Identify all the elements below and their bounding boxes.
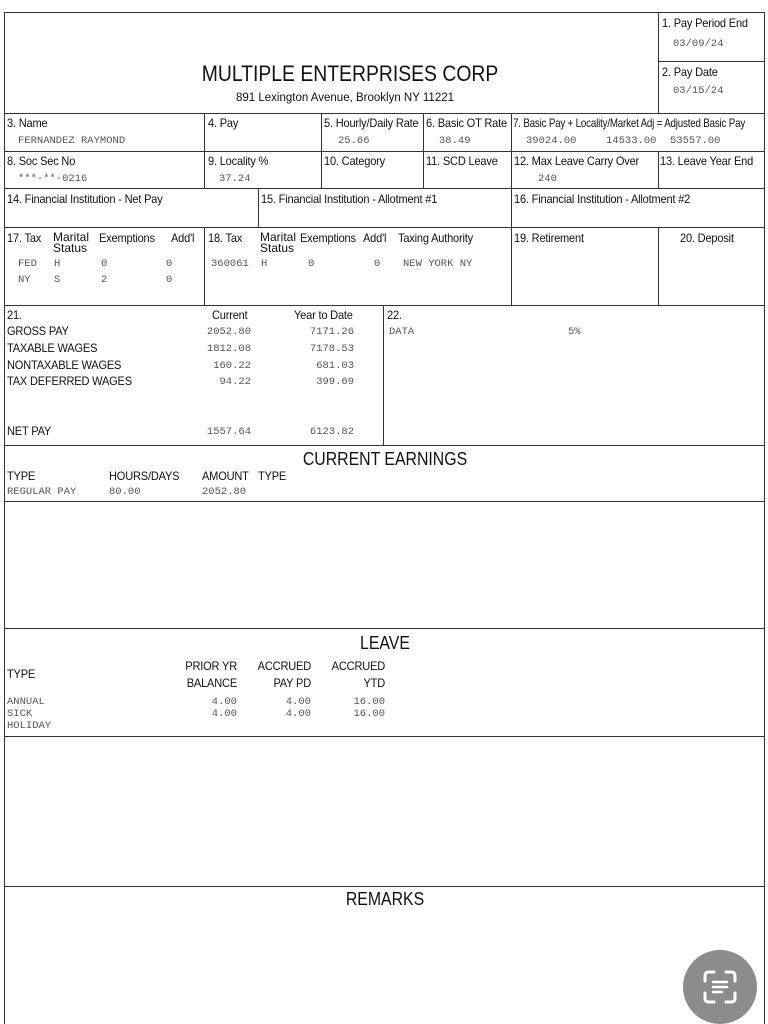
hourly-rate-value: 25.66 — [338, 135, 370, 147]
tax18-addl-value: 0 — [374, 258, 381, 270]
tax17-marital-label: Marital — [53, 230, 90, 244]
leave-accrued-pd-label: PAY PD — [273, 676, 311, 690]
name-value: FERNANDEZ RAYMOND — [18, 135, 126, 147]
leave-row-prior: 4.00 — [211, 696, 237, 708]
ot-rate-label: 6. Basic OT Rate — [426, 116, 507, 130]
name-label: 3. Name — [7, 116, 48, 130]
max-leave-label: 12. Max Leave Carry Over — [514, 154, 640, 168]
tax18-tax-value: 360061 — [211, 258, 249, 270]
tax17-row-tax: FED — [18, 258, 37, 270]
pay-row-label: TAXABLE WAGES — [7, 341, 98, 355]
leave-row-pd: 4.00 — [285, 696, 311, 708]
tax17-row-status: S — [54, 274, 61, 286]
leave-title: LEAVE — [360, 633, 410, 653]
tax17-row-exemptions: 0 — [101, 258, 108, 270]
divider — [383, 305, 384, 445]
divider — [658, 61, 764, 62]
divider — [5, 628, 764, 629]
leave-accrued-ytd-label: ACCRUED — [331, 659, 385, 673]
tax18-exemptions-value: 0 — [308, 258, 315, 270]
data-value: 5% — [568, 326, 581, 338]
pay-row-current: 1812.08 — [206, 343, 251, 355]
remarks-title: REMARKS — [345, 889, 425, 909]
scd-leave-label: 11. SCD Leave — [426, 154, 498, 168]
basic-pay-value: 39024.00 — [526, 135, 577, 147]
net-pay-label: NET PAY — [7, 424, 52, 438]
tax17-label: 17. Tax — [7, 231, 42, 245]
divider — [5, 113, 764, 114]
divider — [5, 445, 764, 446]
tax17-status-label: Status — [53, 241, 88, 255]
pay-period-end-value: 03/09/24 — [673, 38, 724, 50]
retirement-label: 19. Retirement — [514, 231, 584, 245]
tax18-marital-label: Marital — [260, 230, 297, 244]
box22-label: 22. — [387, 308, 402, 322]
locality-value: 37.24 — [219, 173, 251, 185]
divider — [5, 736, 764, 737]
fin-inst-net-pay-label: 14. Financial Institution - Net Pay — [7, 192, 163, 206]
max-leave-value: 240 — [538, 173, 557, 185]
pay-row-ytd: 681.03 — [316, 360, 354, 372]
pay-statement-form — [4, 12, 765, 1024]
pay-row-label: NONTAXABLE WAGES — [7, 358, 122, 372]
divider — [321, 113, 322, 188]
divider — [5, 886, 764, 887]
tax17-row-addl: 0 — [166, 258, 173, 270]
earnings-hours-label: HOURS/DAYS — [109, 469, 180, 483]
category-label: 10. Category — [324, 154, 386, 168]
current-earnings-title: CURRENT EARNINGS — [302, 449, 468, 469]
earnings-type-label: TYPE — [7, 469, 36, 483]
divider — [204, 113, 205, 188]
tax18-status-value: H — [261, 258, 268, 270]
divider — [658, 151, 659, 188]
divider — [5, 188, 764, 189]
fin-inst-allotment1-label: 15. Financial Institution - Allotment #1 — [261, 192, 438, 206]
divider — [423, 113, 424, 188]
document-scan-icon — [701, 968, 739, 1006]
leave-row-type: ANNUAL — [7, 696, 45, 708]
earnings-row-type: REGULAR PAY — [7, 486, 77, 498]
tax18-label: 18. Tax — [208, 231, 243, 245]
divider — [5, 305, 764, 306]
pay-date-value: 03/15/24 — [673, 85, 724, 97]
divider — [511, 113, 512, 305]
leave-row-ytd: 16.00 — [353, 696, 385, 708]
leave-type-label: TYPE — [7, 667, 36, 681]
hourly-rate-label: 5. Hourly/Daily Rate — [324, 116, 419, 130]
tax17-row-status: H — [54, 258, 61, 270]
divider — [5, 227, 764, 228]
pay-summary-label: 21. — [7, 308, 22, 322]
current-label: Current — [212, 308, 248, 322]
net-pay-current: 1557.64 — [206, 426, 251, 438]
deposit-label: 20. Deposit — [680, 231, 734, 245]
divider — [5, 151, 764, 152]
leave-prior-label: BALANCE — [186, 676, 237, 690]
earnings-row-hours: 80.00 — [109, 486, 141, 498]
pay-row-label: GROSS PAY — [7, 324, 69, 338]
locality-label: 9. Locality % — [208, 154, 269, 168]
adjusted-pay-value: 53557.00 — [670, 135, 721, 147]
divider — [658, 13, 659, 113]
tax18-exemptions-label: Exemptions — [300, 231, 356, 245]
leave-year-end-label: 13. Leave Year End — [660, 154, 754, 168]
pay-period-end-label: 1. Pay Period End — [662, 16, 748, 30]
tax17-row-exemptions: 2 — [101, 274, 108, 286]
data-label: DATA — [389, 326, 415, 338]
tax18-addl-label: Add'l — [363, 231, 387, 245]
earnings-type2-label: TYPE — [258, 469, 287, 483]
leave-row-pd: 4.00 — [285, 708, 311, 720]
ssn-value: ***-**-0216 — [18, 173, 88, 185]
leave-row-prior: 4.00 — [211, 708, 237, 720]
pay-date-label: 2. Pay Date — [662, 65, 718, 79]
divider — [658, 227, 659, 305]
locality-adj-value: 14533.00 — [606, 135, 657, 147]
fin-inst-allotment2-label: 16. Financial Institution - Allotment #2 — [514, 192, 691, 206]
tax17-row-tax: NY — [18, 274, 31, 286]
divider — [204, 227, 205, 305]
ssn-label: 8. Soc Sec No — [7, 154, 76, 168]
basic-pay-label: 7. Basic Pay + Locality/Market Adj = Adjusted Basic Pay — [513, 116, 746, 130]
pay-row-label: TAX DEFERRED WAGES — [7, 374, 132, 388]
leave-prior-label: PRIOR YR — [185, 659, 237, 673]
pay-row-ytd: 7171.26 — [309, 326, 354, 338]
pay-label: 4. Pay — [208, 116, 239, 130]
tax18-status-label: Status — [260, 241, 295, 255]
leave-accrued-pd-label: ACCRUED — [257, 659, 311, 673]
company-name: MULTIPLE ENTERPRISES CORP — [201, 61, 499, 86]
tax17-addl-label: Add'l — [171, 231, 195, 245]
document-scan-button[interactable] — [683, 950, 757, 1024]
pay-row-ytd: 399.69 — [316, 376, 354, 388]
company-address: 891 Lexington Avenue, Brooklyn NY 11221 — [235, 92, 455, 104]
taxing-authority-label: Taxing Authority — [398, 231, 473, 245]
taxing-authority-value: NEW YORK NY — [403, 258, 473, 270]
tax17-row-addl: 0 — [166, 274, 173, 286]
leave-accrued-ytd-label: YTD — [363, 676, 385, 690]
pay-row-current: 94.22 — [219, 376, 251, 388]
pay-row-ytd: 7178.53 — [309, 343, 354, 355]
leave-row-ytd: 16.00 — [353, 708, 385, 720]
ot-rate-value: 38.49 — [439, 135, 471, 147]
ytd-label: Year to Date — [294, 308, 353, 322]
pay-row-current: 160.22 — [213, 360, 251, 372]
divider — [5, 501, 764, 502]
earnings-amount-label: AMOUNT — [202, 469, 249, 483]
net-pay-ytd: 6123.82 — [309, 426, 354, 438]
leave-row-type: SICK — [7, 708, 33, 720]
pay-row-current: 2052.80 — [206, 326, 251, 338]
divider — [258, 188, 259, 227]
earnings-row-amount: 2052.80 — [202, 486, 247, 498]
leave-row-type: HOLIDAY — [7, 720, 52, 732]
tax17-exemptions-label: Exemptions — [99, 231, 155, 245]
